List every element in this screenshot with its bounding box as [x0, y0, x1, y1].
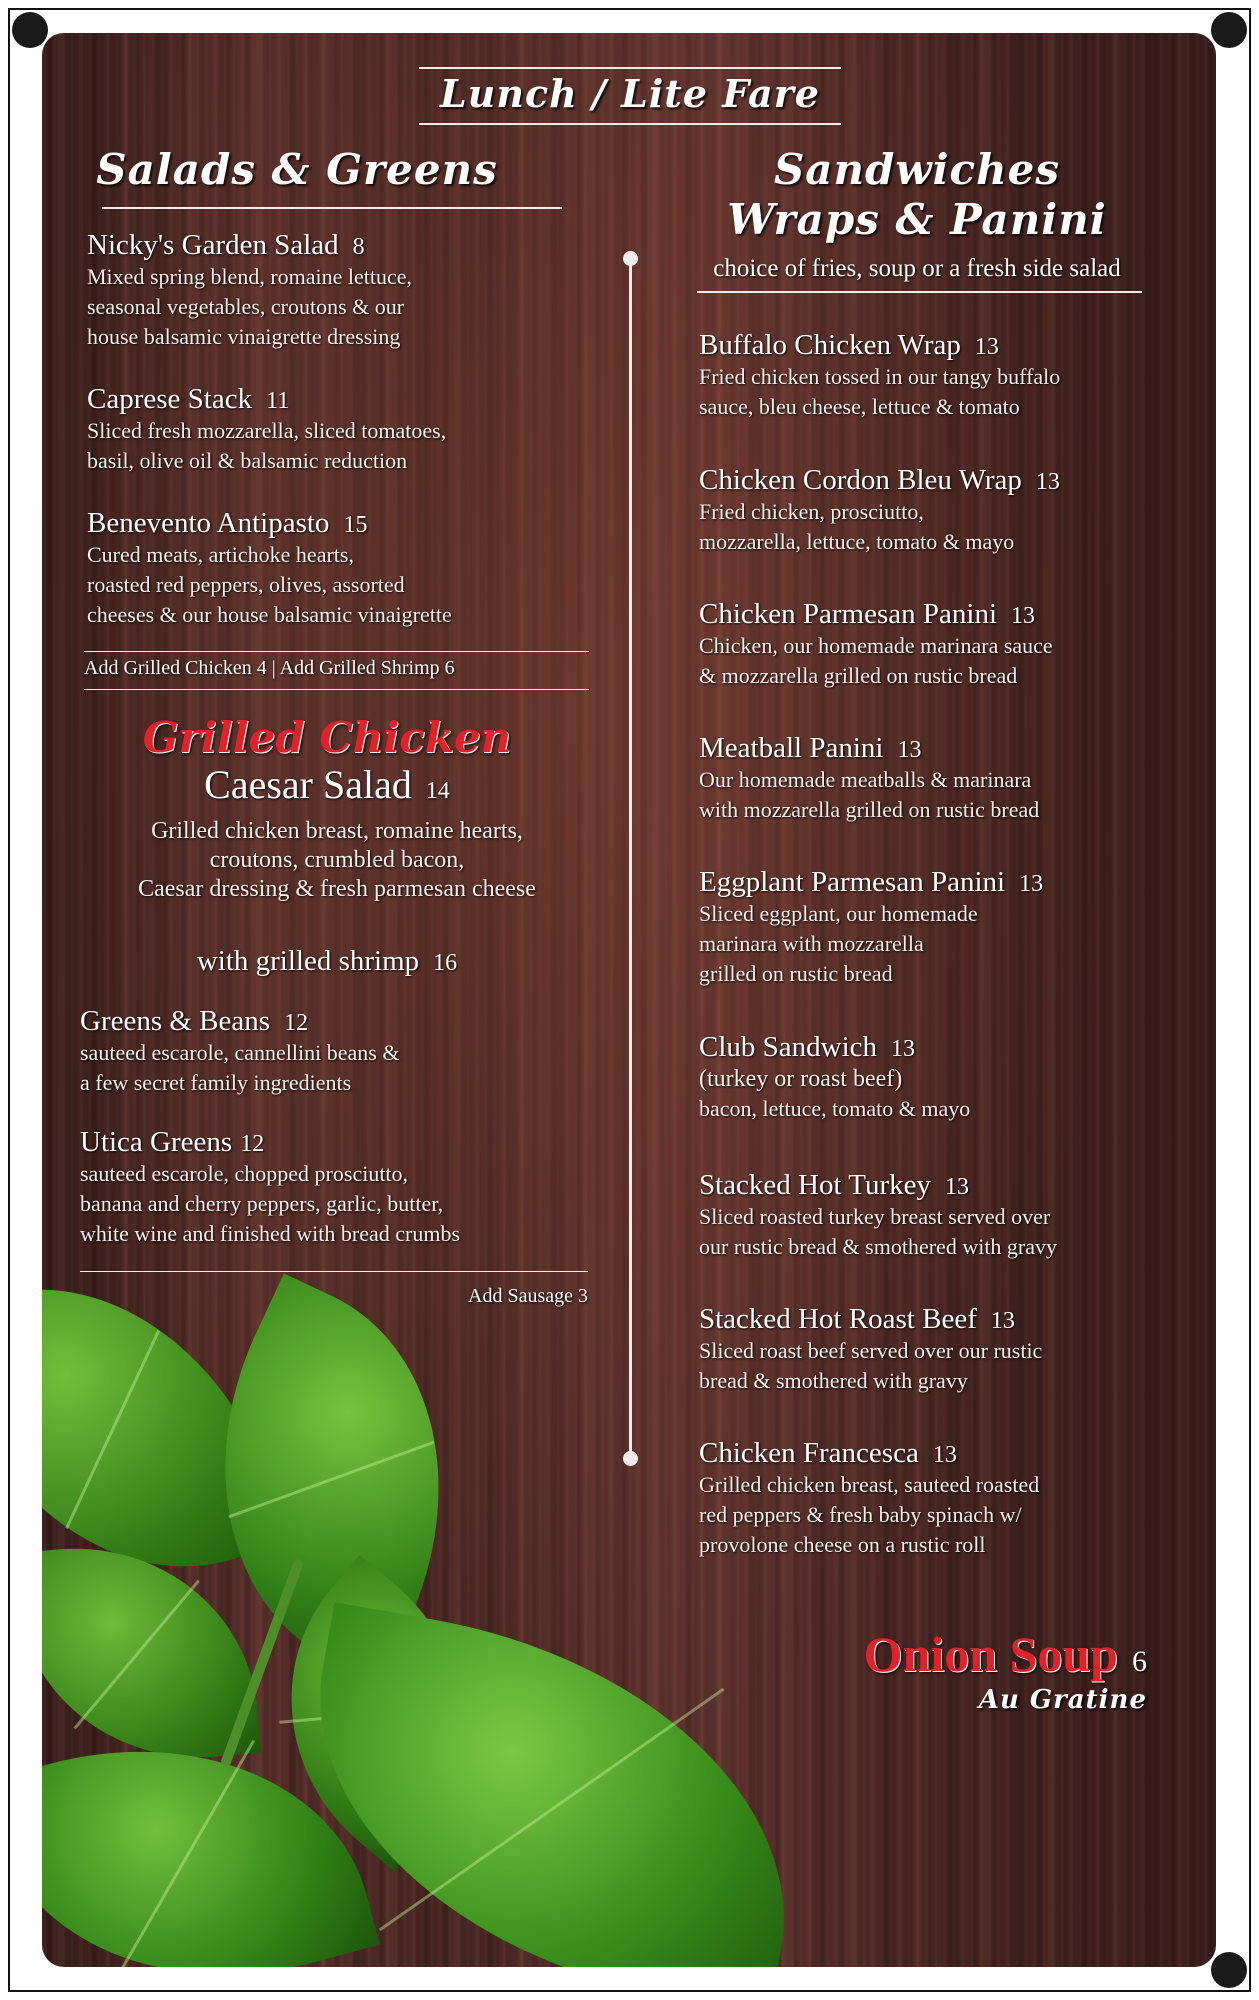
menu-item — [699, 1303, 1199, 1396]
item-name: Club Sandwich — [699, 1031, 878, 1063]
item-desc: croutons, crumbled bacon, — [209, 847, 465, 873]
item-desc: (turkey or roast beef) — [699, 1066, 903, 1092]
item-desc: cheeses & our house balsamic vinaigrette — [87, 602, 452, 627]
item-price: 12 — [240, 1131, 265, 1157]
item-desc: Our homemade meatballs & marinara — [699, 767, 1032, 792]
item-name: Utica Greens — [80, 1126, 233, 1158]
item-name: Greens & Beans — [80, 1005, 271, 1037]
menu-item — [87, 229, 557, 352]
item-name: Meatball Panini — [699, 732, 884, 764]
item-price: 13 — [932, 1442, 957, 1468]
item-price: 15 — [343, 512, 368, 538]
sandwiches-rule — [697, 291, 1142, 293]
item-name: with grilled shrimp — [196, 945, 420, 977]
divider-dot-icon — [623, 251, 638, 266]
menu-item — [699, 598, 1199, 691]
item-price: 13 — [945, 1174, 969, 1200]
header-rule-top — [419, 67, 841, 69]
item-desc: basil, olive oil & balsamic reduction — [87, 448, 408, 473]
item-desc: marinara with mozzarella — [699, 931, 924, 956]
item-desc: white wine and finished with bread crumbs — [80, 1221, 461, 1246]
menu-item — [87, 383, 557, 476]
item-name: Stacked Hot Turkey — [699, 1169, 931, 1201]
menu-item — [699, 732, 1199, 825]
menu-item — [699, 1437, 1199, 1560]
item-desc: roasted red peppers, olives, assorted — [87, 572, 405, 597]
item-desc: Sliced eggplant, our homemade — [699, 901, 978, 926]
onion-soup-sub: Au Gratine — [978, 1685, 1147, 1715]
item-price: 12 — [284, 1010, 309, 1036]
item-desc: bacon, lettuce, tomato & mayo — [699, 1096, 971, 1121]
item-desc: provolone cheese on a rustic roll — [699, 1532, 986, 1557]
caesar-desc — [82, 817, 592, 904]
menu-item — [699, 1031, 1199, 1124]
item-name: Eggplant Parmesan Panini — [699, 866, 1006, 898]
item-name: Chicken Francesca — [699, 1437, 919, 1469]
divider-dot-icon — [623, 1451, 638, 1466]
item-desc: banana and cherry peppers, garlic, butter, — [80, 1191, 444, 1216]
item-desc: bread & smothered with gravy — [699, 1368, 968, 1393]
item-price: 8 — [352, 234, 365, 260]
item-desc: a few secret family ingredients — [80, 1070, 352, 1095]
onion-soup-price: 6 — [1132, 1645, 1147, 1678]
item-price: 16 — [433, 950, 458, 976]
menu-item — [699, 329, 1199, 422]
salads-rule — [102, 207, 562, 209]
item-desc: Chicken, our homemade marinara sauce — [699, 633, 1053, 658]
caesar-script-title: Grilled Chicken — [142, 713, 512, 762]
menu-item — [699, 866, 1199, 989]
item-name: Benevento Antipasto — [87, 507, 330, 539]
item-price: 13 — [1019, 871, 1044, 897]
item-price: 13 — [990, 1308, 1015, 1334]
header-rule-bottom — [419, 123, 841, 125]
item-desc: Grilled chicken breast, sauteed roasted — [699, 1472, 1040, 1497]
caesar-title — [87, 761, 567, 808]
sausage-rule — [80, 1271, 588, 1272]
item-desc: Fried chicken tossed in our tangy buffalo — [699, 364, 1061, 389]
item-price: 13 — [974, 334, 999, 360]
item-desc: grilled on rustic bread — [699, 961, 893, 986]
item-desc: red peppers & fresh baby spinach w/ — [699, 1502, 1022, 1527]
sandwiches-heading-line1: Sandwiches — [773, 145, 1061, 194]
item-desc: Fried chicken, prosciutto, — [699, 499, 924, 524]
menu-item — [80, 1005, 590, 1098]
punch-hole-icon — [1211, 1952, 1247, 1988]
item-name: Caprese Stack — [87, 383, 253, 415]
item-desc: & mozzarella grilled on rustic bread — [699, 663, 1018, 688]
item-price: 13 — [891, 1036, 916, 1062]
item-name: Buffalo Chicken Wrap — [699, 329, 961, 361]
item-desc: Mixed spring blend, romaine lettuce, — [87, 264, 413, 289]
item-price: 13 — [1035, 469, 1060, 495]
item-desc: seasonal vegetables, croutons & our — [87, 294, 405, 319]
item-price: 13 — [897, 737, 922, 763]
item-name: Nicky's Garden Salad — [87, 229, 339, 261]
item-desc: with mozzarella grilled on rustic bread — [699, 797, 1040, 822]
item-desc: sauce, bleu cheese, lettuce & tomato — [699, 394, 1020, 419]
sandwiches-subheading: choice of fries, soup or a fresh side salad — [713, 255, 1121, 282]
punch-hole-icon — [12, 12, 48, 48]
item-desc: Cured meats, artichoke hearts, — [87, 542, 354, 567]
page-title: Lunch / Lite Fare — [440, 71, 820, 116]
item-name: Stacked Hot Roast Beef — [699, 1303, 977, 1335]
item-desc: Sliced roasted turkey breast served over — [699, 1204, 1051, 1229]
item-price: 14 — [425, 778, 450, 804]
sandwiches-heading — [682, 145, 1152, 245]
item-price: 11 — [266, 388, 290, 414]
item-desc: sauteed escarole, chopped prosciutto, — [80, 1161, 409, 1186]
onion-soup — [692, 1625, 1212, 1683]
item-desc: house balsamic vinaigrette dressing — [87, 324, 401, 349]
column-divider — [629, 257, 632, 1457]
menu-item — [87, 507, 557, 630]
add-sausage-text: Add Sausage 3 — [468, 1285, 588, 1307]
item-name: Chicken Cordon Bleu Wrap — [699, 464, 1022, 496]
item-desc: Caesar dressing & fresh parmesan cheese — [138, 876, 536, 902]
item-desc: our rustic bread & smothered with gravy — [699, 1234, 1058, 1259]
item-name: Caesar Salad — [204, 762, 412, 807]
onion-soup-name: Onion Soup — [863, 1626, 1118, 1682]
caesar-shrimp — [87, 945, 567, 978]
punch-hole-icon — [1211, 12, 1247, 48]
addons-rule-bottom — [84, 689, 589, 690]
item-desc: Sliced roast beef served over our rustic — [699, 1338, 1043, 1363]
item-desc: Grilled chicken breast, romaine hearts, — [151, 818, 523, 844]
item-price: 13 — [1011, 603, 1036, 629]
item-desc: sauteed escarole, cannellini beans & — [80, 1040, 400, 1065]
salads-heading: Salads & Greens — [96, 145, 498, 194]
item-desc: Sliced fresh mozzarella, sliced tomatoes, — [87, 418, 447, 443]
item-desc: mozzarella, lettuce, tomato & mayo — [699, 529, 1015, 554]
addons-text: Add Grilled Chicken 4 | Add Grilled Shrimp 6 — [84, 657, 455, 679]
sandwiches-heading-line2: Wraps & Panini — [727, 195, 1107, 244]
menu-item — [699, 464, 1199, 557]
addons-rule-top — [84, 651, 589, 652]
item-name: Chicken Parmesan Panini — [699, 598, 998, 630]
menu-item — [80, 1126, 590, 1249]
menu-item — [699, 1169, 1199, 1262]
menu-panel — [42, 33, 1216, 1967]
